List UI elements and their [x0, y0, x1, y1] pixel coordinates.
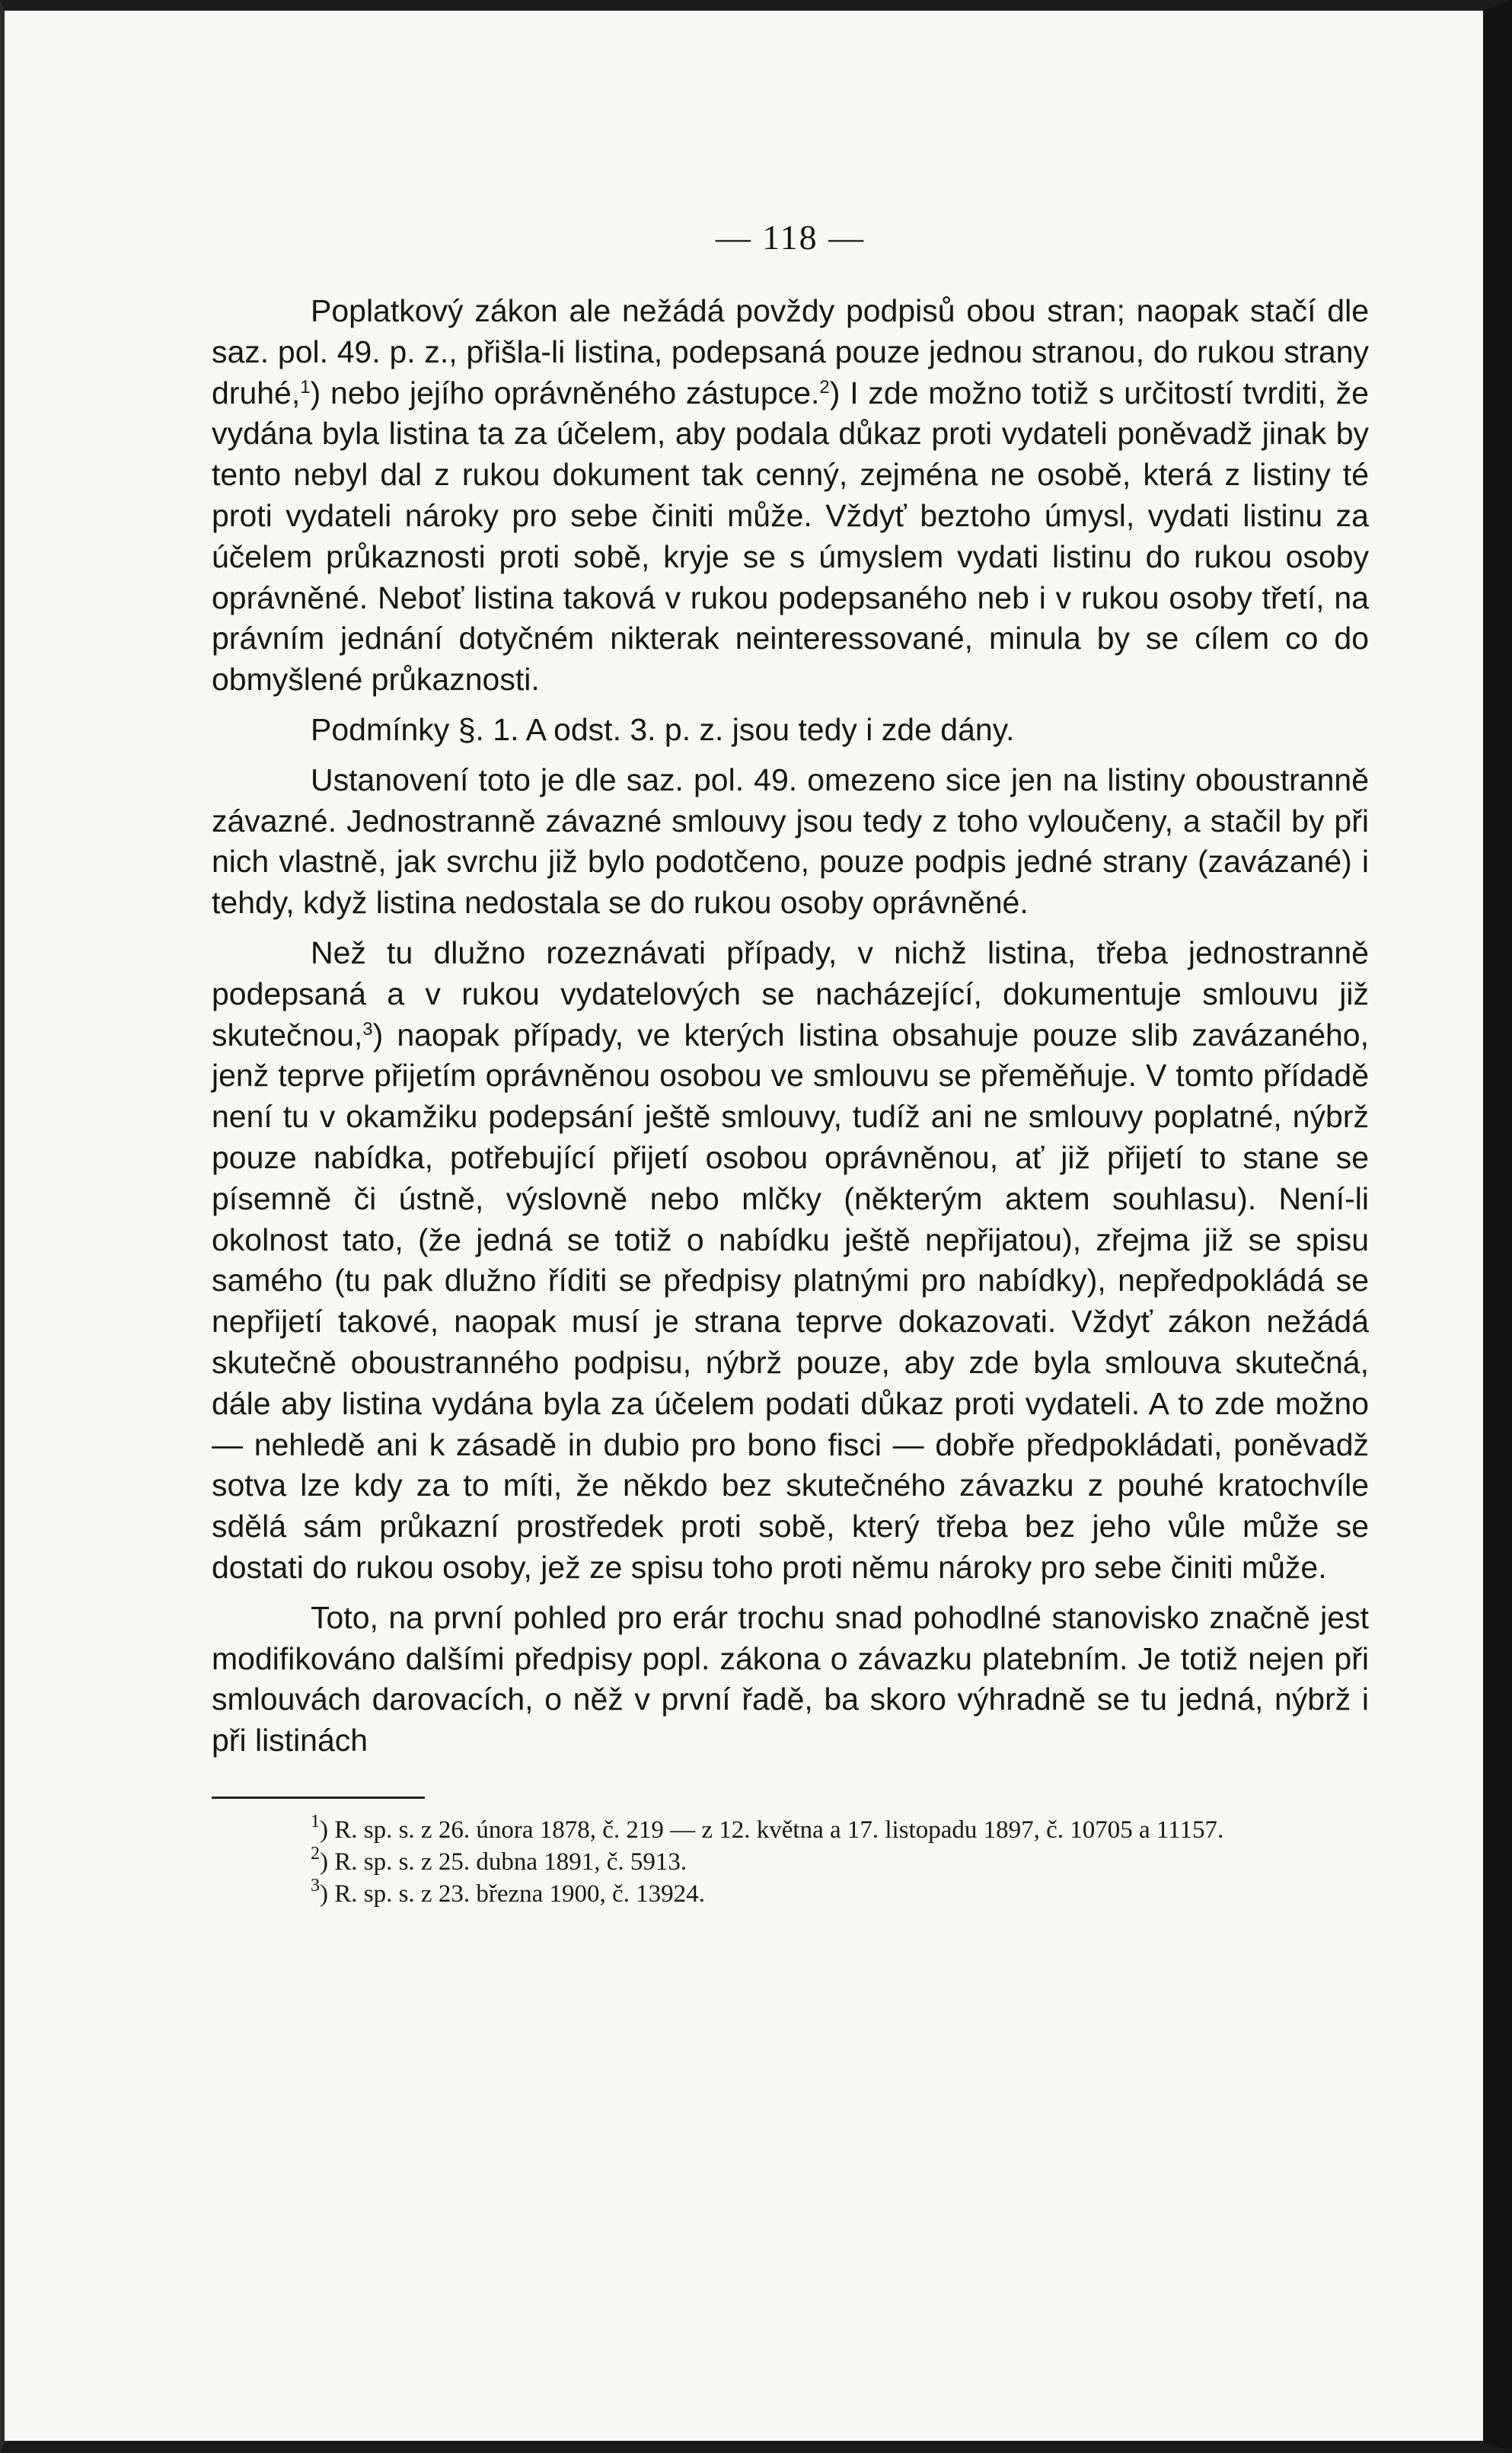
footnote-ref: 2: [819, 376, 830, 398]
footnotes: [212, 1811, 1369, 1910]
footnote-ref: 1: [300, 376, 311, 398]
footnote: $^3$) R. sp. s. z 23. března 1900, č. 13924.: [311, 1875, 705, 1908]
paragraph: Toto, na první pohled pro erár trochu snad pohodlné stanovisko značně jest modifikováno dalšími předpisy popl. zákona o závazku platebním. Je totiž nejen při smlouvách darovacích, o něž v první řadě, ba skoro výhradně se tu jedná, nýbrž i při listinách: [212, 1599, 1369, 1758]
book-page: [212, 217, 1369, 1910]
body-text: [212, 291, 1369, 1761]
paragraph: Než tu dlužno rozeznávati případy, v nichž listina, třeba jednostranně podepsaná a v rukou vydatelových se nacházející, dokumentuje smlouvu již skutečnou,$^3$) naopak případy, ve kterých listina obsahuje pouze slib zavázaného, jenž teprve přijetím oprávněnou osobou ve smlouvu se přeměňuje. V tomto přídadě není tu v okamžiku podepsání ještě smlouvy, tudíž ani ne smlouvy poplatné, nýbrž pouze nabídka, potřebující přijetí osobou oprávněnou, ať již přijetí to stane se písemně či ústně, výslovně nebo mlčky (některým aktem souhlasu). Není-li okolnost tato, (že jedná se totiž o nabídku ještě nepřijatou), zřejma již se spisu samého (tu pak dlužno říditi se předpisy platnými pro nabídky), nepředpokládá se nepřijetí takové, naopak musí je strana teprve dokazovati. Vždyť zákon nežádá skutečně oboustranného podpisu, nýbrž pouze, aby zde byla smlouva skutečná, dále aby listina vydána byla za účelem podati důkaz proti vydateli. A to zde možno — nehledě ani k zásadě in dubio pro bono fisci — dobře předpokládati, poněvadž sotva lze kdy za to míti, že někdo bez skutečného závazku z pouhé kratochvíle sdělá sám průkazní prostředek proti sobě, který třeba bez jeho vůle může se dostati do rukou osoby, jež ze spisu toho proti němu nároky pro sebe činiti může.: [212, 934, 1369, 1585]
footnote-divider: [212, 1797, 425, 1799]
footnote: $^2$) R. sp. s. z 25. dubna 1891, č. 5913.: [311, 1843, 687, 1876]
page-number: — 118 —: [715, 218, 866, 257]
paragraph: Poplatkový zákon ale nežádá povždy podpisů obou stran; naopak stačí dle saz. pol. 49. p. z., přišla-li listina, podepsaná pouze jednou stranou, do rukou strany druhé,$^1$) nebo jejího oprávněného zástupce.$^2$) I zde možno totiž s určitostí tvrditi, že vydána byla listina ta za účelem, aby podala důkaz proti vydateli poněvadž jinak by tento nebyl dal z rukou dokument tak cenný, zejména ne osobě, která z listiny té proti vydateli nároky pro sebe činiti může. Vždyť beztoho úmysl, vydati listinu za účelem průkaznosti proti sobě, kryje se s úmyslem vydati listinu do rukou osoby oprávněné. Neboť listina taková v rukou podepsaného neb i v rukou osoby třetí, na právním jednání dotyčném nikterak neinteressované, minula by se cílem co do obmyšlené průkaznosti.: [212, 293, 1369, 698]
footnote: $^1$) R. sp. s. z 26. února 1878, č. 219 — z 12. května a 17. listopadu 1897, č. 10705 a 11157.: [311, 1811, 1224, 1844]
paragraph: Podmínky §. 1. A odst. 3. p. z. jsou tedy i zde dány.: [311, 711, 1015, 747]
paragraph: Ustanovení toto je dle saz. pol. 49. omezeno sice jen na listiny oboustranně závazné. Jednostranně závazné smlouvy jsou tedy z toho vyloučeny, a stačil by při nich vlastně, jak svrchu již bylo podotčeno, pouze podpis jedné strany (zavázané) i tehdy, když listina nedostala se do rukou osoby oprávněné.: [212, 762, 1369, 921]
footnote-ref: 3: [362, 1018, 373, 1040]
